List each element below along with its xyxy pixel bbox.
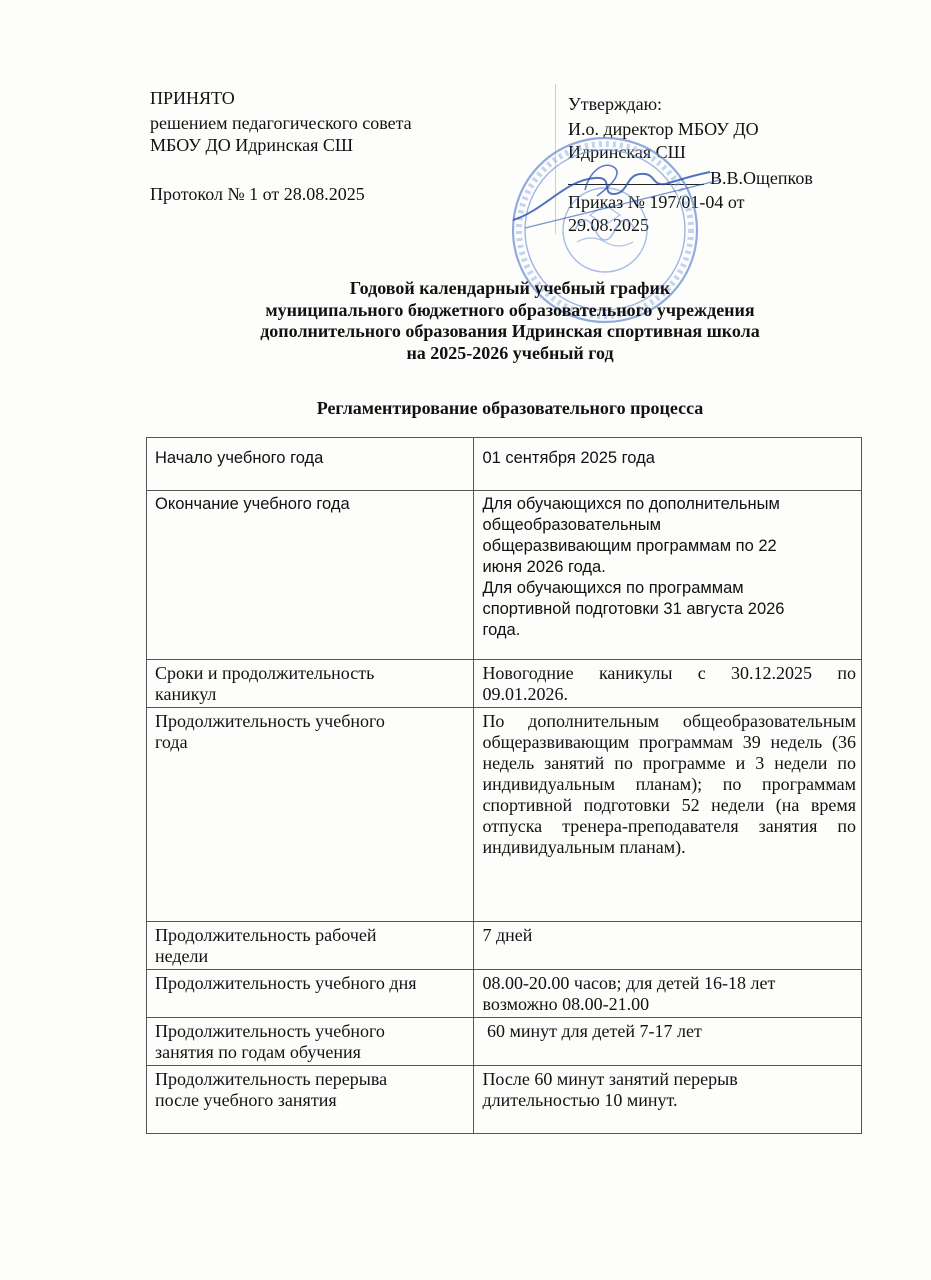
- value-line: общеразвивающим программам по 22: [482, 537, 777, 555]
- value-line: возможно 08.00-21.00: [482, 994, 650, 1014]
- table-row: [147, 491, 862, 660]
- value-line: общеобразовательным: [482, 516, 661, 534]
- label-line: года: [155, 732, 188, 752]
- row-value: Новогодние каникулы с 30.12.2025 по 09.01.2026.: [474, 660, 862, 708]
- value-line: Для обучающихся по дополнительным: [482, 495, 780, 513]
- row-value: По дополнительным общеобразовательным общеразвивающим программам 39 недель (36 недель занятий по программе и 3 недели по индивидуальным планам); по программам спортивной подготовки 52 недели (на время отпуска тренера-преподавателя занятия по индивидуальным планам).: [474, 708, 862, 922]
- value-line: спортивной подготовки 31 августа 2026: [482, 600, 785, 618]
- label-line: каникул: [155, 684, 217, 704]
- document-title: [150, 278, 870, 364]
- label-line: после учебного занятия: [155, 1090, 337, 1110]
- order-date: 29.08.2025: [568, 215, 649, 235]
- row-label: Начало учебного года: [147, 438, 474, 491]
- row-value: [474, 491, 862, 660]
- approver-position: И.о. директор МБОУ ДО: [568, 119, 759, 139]
- title-line-2: муниципального бюджетного образовательного учреждения: [265, 299, 755, 320]
- row-label: [147, 660, 474, 708]
- row-value: 01 сентября 2025 года: [474, 438, 862, 491]
- title-line-4: на 2025-2026 учебный год: [406, 342, 614, 363]
- label-line: Продолжительность перерыва: [155, 1069, 388, 1089]
- row-label: Окончание учебного года: [147, 491, 474, 660]
- row-label: [147, 922, 474, 970]
- title-line-1: Годовой календарный учебный график: [349, 278, 671, 298]
- table-row: [147, 1018, 862, 1066]
- approved-title: Утверждаю:: [568, 94, 663, 114]
- row-label: [147, 1018, 474, 1066]
- value-line: После 60 минут занятий перерыв: [482, 1069, 738, 1089]
- row-value: 7 дней: [474, 922, 862, 970]
- label-line: Сроки и продолжительность: [155, 663, 375, 683]
- accepted-title: ПРИНЯТО: [150, 88, 235, 108]
- label-line: недели: [155, 946, 209, 966]
- label-line: занятия по годам обучения: [155, 1042, 361, 1062]
- value-line: Для обучающихся по программам: [482, 579, 744, 597]
- signer-name: В.В.Ощепков: [710, 168, 813, 188]
- title-line-3: дополнительного образования Идринская спортивная школа: [260, 321, 760, 341]
- row-label: [147, 708, 474, 922]
- row-label: [147, 1066, 474, 1134]
- table-row: [147, 708, 862, 922]
- section-subtitle: Регламентирование образовательного процесса: [316, 398, 704, 418]
- value-line: года.: [482, 621, 521, 639]
- accepted-block: [150, 84, 556, 234]
- row-value: 60 минут для детей 7-17 лет: [474, 1018, 862, 1066]
- table-row: [147, 1066, 862, 1134]
- label-line: Продолжительность учебного: [155, 1021, 385, 1041]
- protocol-line: Протокол № 1 от 28.08.2025: [150, 184, 365, 204]
- label-line: Продолжительность рабочей: [155, 925, 377, 945]
- value-line: 08.00-20.00 часов; для детей 16-18 лет: [482, 973, 776, 993]
- table-row: [147, 922, 862, 970]
- row-value: [474, 1066, 862, 1134]
- handwritten-signature: [505, 150, 735, 240]
- row-value: [474, 970, 862, 1018]
- row-label: Продолжительность учебного дня: [147, 970, 474, 1018]
- order-line: Приказ № 197/01-04 от: [568, 192, 745, 212]
- accepted-by: решением педагогического совета: [150, 113, 412, 133]
- accepted-org: МБОУ ДО Идринская СШ: [150, 135, 354, 155]
- approver-org: Идринская СШ: [568, 142, 686, 162]
- table-row: [147, 970, 862, 1018]
- table-row: [147, 660, 862, 708]
- value-line: длительностью 10 минут.: [482, 1090, 678, 1110]
- label-line: Продолжительность учебного: [155, 711, 385, 731]
- table-row: [147, 438, 862, 491]
- value-line: июня 2026 года.: [482, 558, 606, 576]
- schedule-table: [146, 437, 862, 1134]
